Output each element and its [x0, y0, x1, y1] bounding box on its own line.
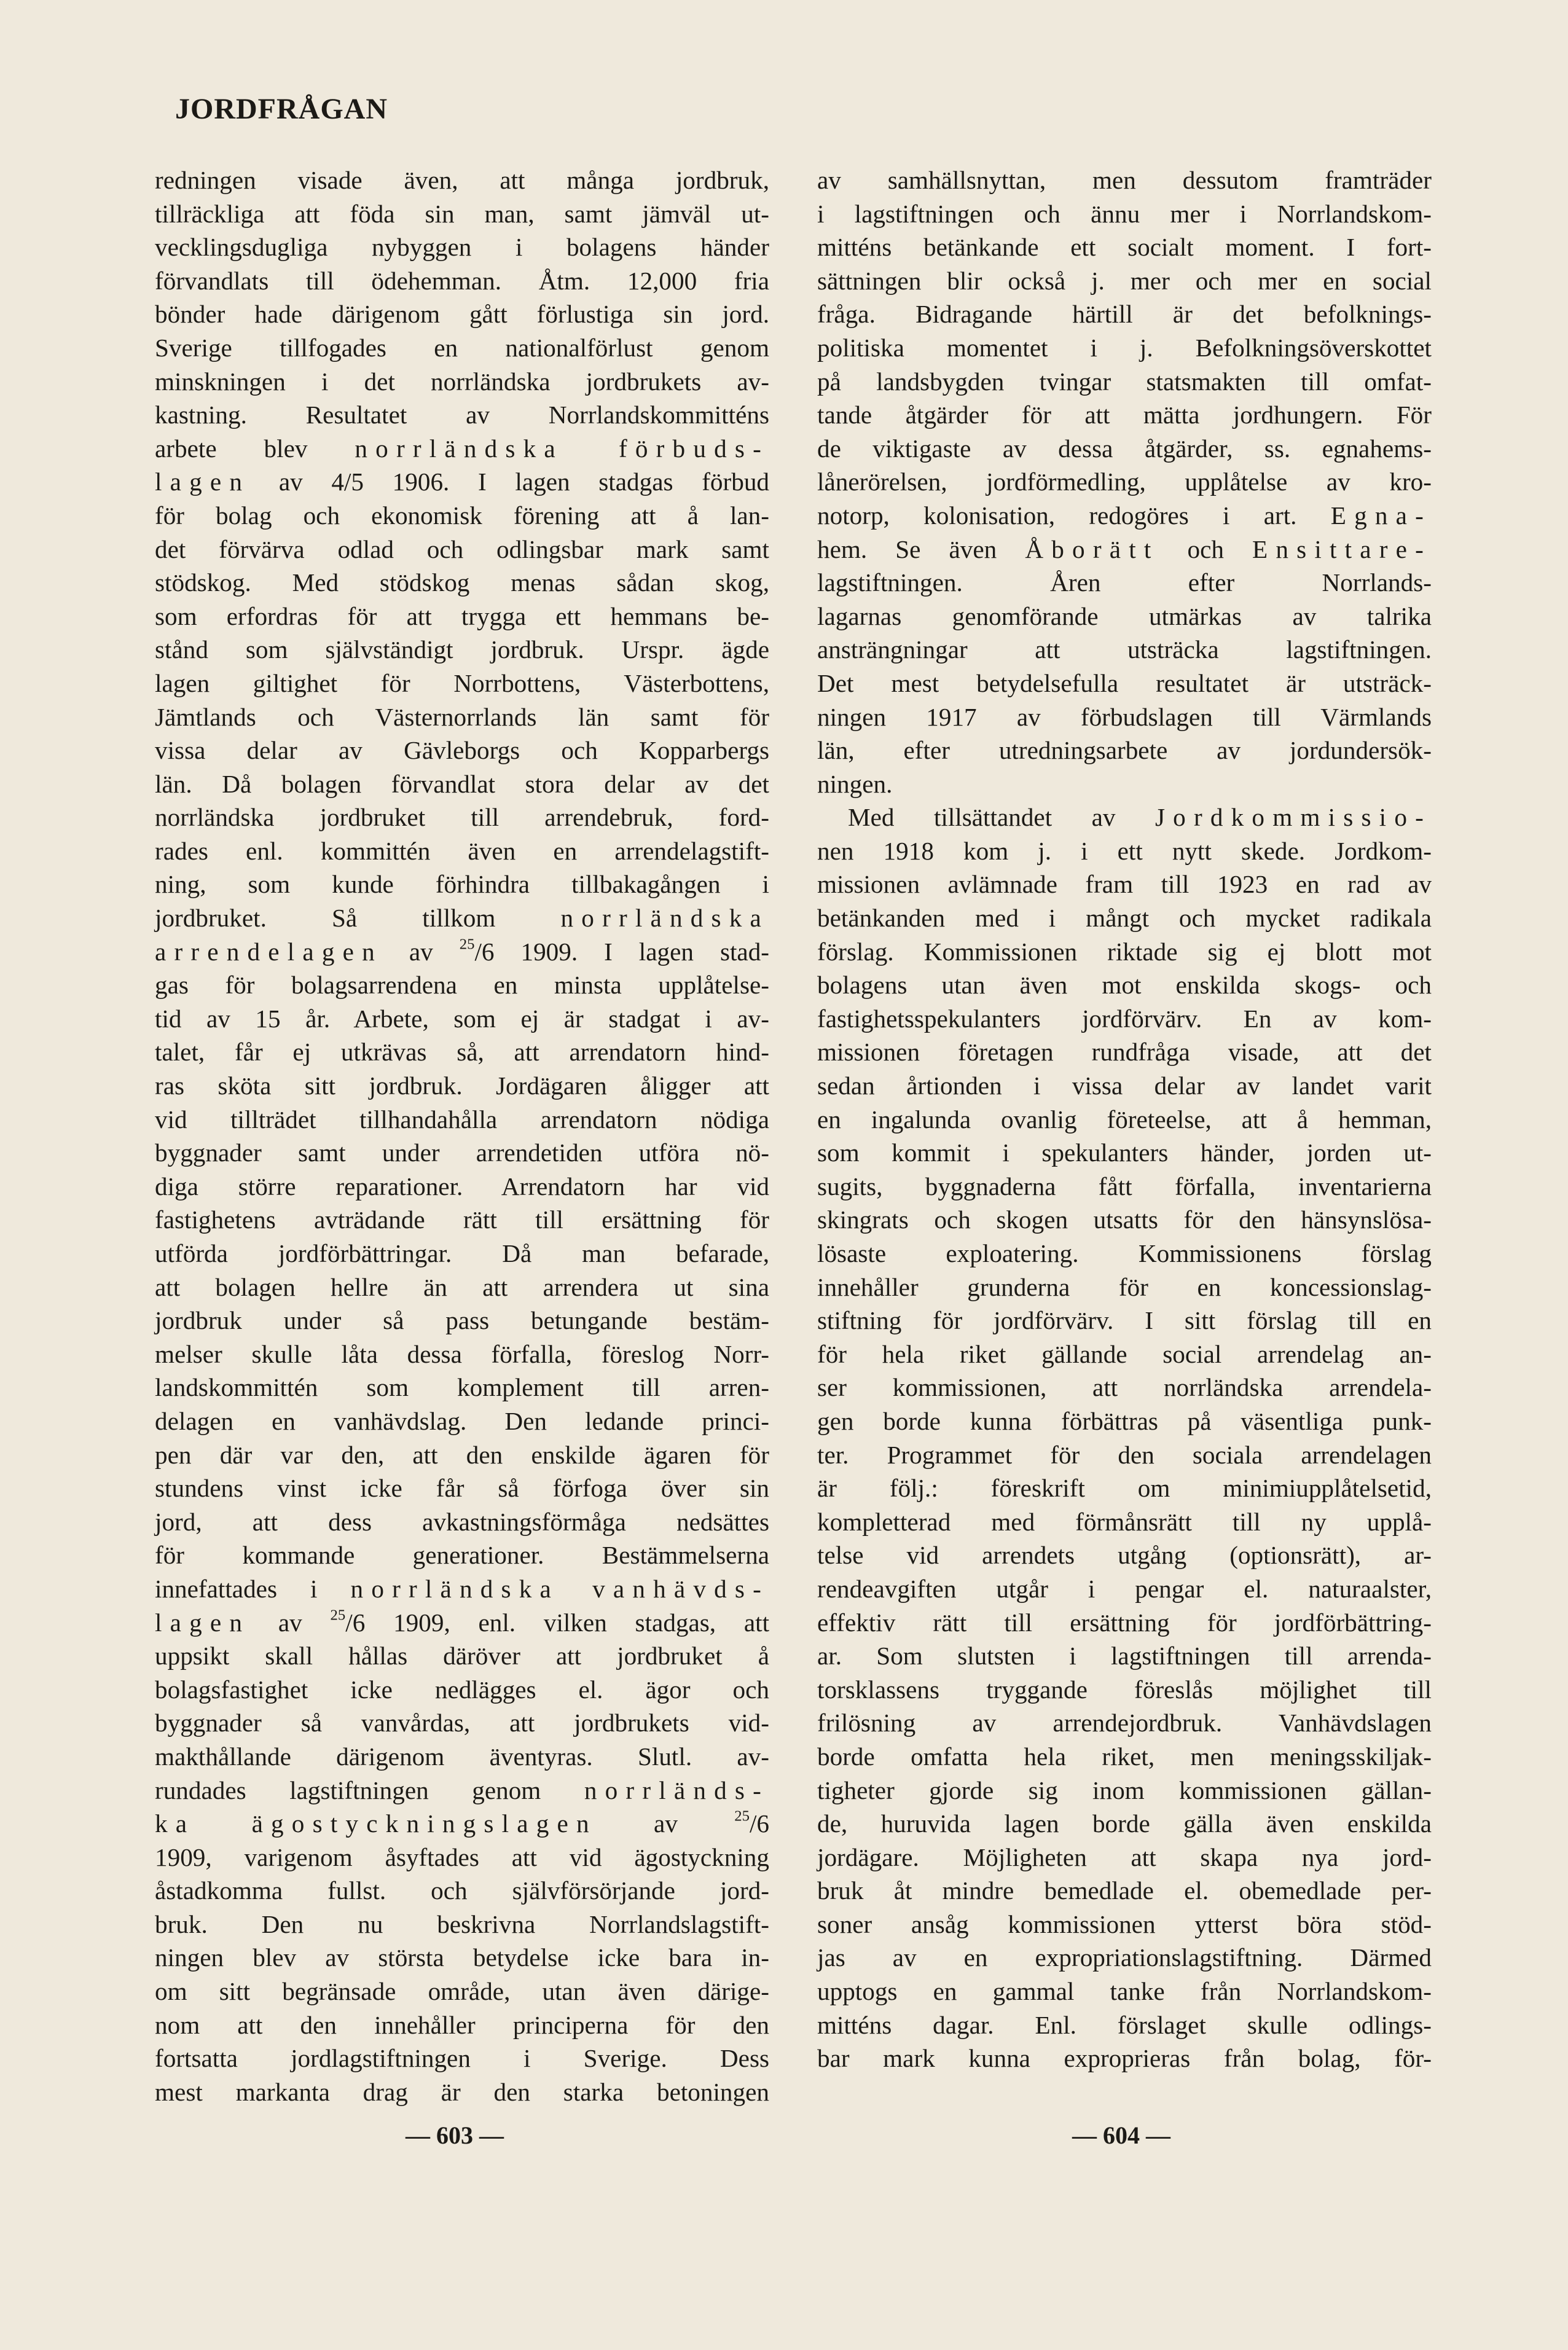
text-fragment: av — [278, 1608, 302, 1637]
text-line: jordägare. Möjligheten att skapa nya jord- — [817, 1843, 1432, 1871]
text-line: Jämtlands och Västernorrlands län samt för — [155, 702, 769, 731]
text-line: förvandlats till ödehemman. Åtm. 12,000 fria — [155, 266, 769, 295]
spaced-term: norrländs- — [584, 1776, 769, 1804]
text-line: utförda jordförbättringar. Då man befarade, — [155, 1239, 769, 1267]
text-line: landskommittén som komplement till arren- — [155, 1373, 769, 1402]
text-line: de, huruvida lagen borde gälla även enskilda — [817, 1809, 1432, 1838]
text-line: missionen avlämnade fram till 1923 en rad av — [817, 870, 1432, 899]
text-line: mest markanta drag är den starka betoningen — [155, 2077, 769, 2106]
text-line — [155, 1606, 769, 1640]
text-line: makthållande därigenom äventyras. Slutl. av- — [155, 1742, 769, 1771]
text-line: av samhällsnyttan, men dessutom framträder — [817, 166, 1432, 194]
text-line: ansträngningar att utsträcka lagstiftningen. — [817, 635, 1432, 664]
text-line: norrländska jordbruket till arrendebruk, ford- — [155, 803, 769, 832]
text-fragment: arbete blev — [155, 434, 308, 463]
text-line: som kommit i spekulanters händer, jorden ut- — [817, 1138, 1432, 1167]
text-fragment: rundades lagstiftningen genom — [155, 1776, 541, 1804]
text-line — [155, 1572, 769, 1606]
page-number-left: — 603 — — [406, 2121, 504, 2149]
running-header: JORDFRÅGAN — [175, 93, 388, 125]
text-line: nom att den innehåller principerna för den — [155, 2010, 769, 2039]
text-line: Sverige tillfogades en nationalförlust genom — [155, 333, 769, 362]
text-line: rades enl. kommittén även en arrendelagstift- — [155, 836, 769, 865]
text-line: effektiv rätt till ersättning för jordförbättring- — [817, 1608, 1432, 1637]
text-line: stödskog. Med stödskog menas sådan skog, — [155, 568, 769, 597]
spaced-term: norrländska förbuds- — [355, 434, 769, 463]
text-line: sättningen blir också j. mer och mer en social — [817, 266, 1432, 295]
text-line: bolagens utan även mot enskilda skogs- och — [817, 971, 1432, 1000]
text-line: det förvärva odlad och odlingsbar mark samt — [155, 535, 769, 563]
spaced-term: Jordkommissio- — [1154, 803, 1432, 832]
text-line: stundens vinst icke får så förfoga över sin — [155, 1474, 769, 1503]
text-line: torsklassens tryggande föreslås möjlighet till — [817, 1675, 1432, 1704]
text-line: ar. Som slutsten i lagstiftningen till arrenda- — [817, 1642, 1432, 1670]
text-line: tid av 15 år. Arbete, som ej är stadgat i av- — [155, 1004, 769, 1033]
text-line — [155, 935, 769, 969]
text-line: på landsbygden tvingar statsmakten till omfat- — [817, 367, 1432, 396]
text-line: ter. Programmet för den sociala arrendelagen — [817, 1440, 1432, 1469]
text-line: ningen blev av största betydelse icke bara in- — [155, 1943, 769, 1972]
text-line: ningen. — [817, 769, 893, 798]
text-line: lagstiftningen. Åren efter Norrlands- — [817, 568, 1432, 597]
text-line: lånerörelsen, jordförmedling, upplåtelse av kro- — [817, 468, 1432, 496]
text-fragment: 4/5 1906. I lagen stadgas förbud — [331, 468, 770, 496]
spaced-term: lagen — [155, 1608, 251, 1637]
text-fragment: hem. Se även — [817, 535, 997, 563]
text-line: Det mest betydelsefulla resultatet är utsträck- — [817, 668, 1432, 697]
text-line — [817, 533, 1432, 566]
spaced-term: lagen — [155, 468, 251, 496]
text-line: en ingalunda ovanlig företeelse, att å hemman, — [817, 1105, 1432, 1134]
text-line: pen där var den, att den enskilde ägaren för — [155, 1440, 769, 1469]
text-line: vissa delar av Gävleborgs och Kopparbergs — [155, 736, 769, 765]
text-line: fortsatta jordlagstiftningen i Sverige. Dess — [155, 2044, 769, 2073]
text-line: som erfordras för att trygga ett hemmans be- — [155, 601, 769, 630]
text-line: uppsikt skall hållas däröver att jordbruket å — [155, 1642, 769, 1670]
text-line: delagen en vanhävdslag. Den ledande princi- — [155, 1406, 769, 1435]
text-line: ras sköta sitt jordbruk. Jordägaren åligger att — [155, 1071, 769, 1100]
text-line: ningen 1917 av förbudslagen till Värmlands — [817, 702, 1432, 731]
text-line: talet, får ej utkrävas så, att arrendatorn hind- — [155, 1038, 769, 1067]
spaced-term: arrendelagen — [155, 937, 383, 966]
text-line: upptogs en gammal tanke från Norrlandskom- — [817, 1977, 1432, 2006]
text-line: för hela riket gällande social arrendelag an- — [817, 1339, 1432, 1368]
text-fragment: 1909, enl. vilken stadgas, att — [393, 1608, 770, 1637]
text-line: politiska momentet i j. Befolkningsöverskottet — [817, 333, 1432, 362]
text-line: jord, att dess avkastningsförmåga nedsättes — [155, 1507, 769, 1536]
text-line: borde omfatta hela riket, men meningsskiljak- — [817, 1742, 1432, 1771]
text-line: soner ansåg kommissionen ytterst böra stöd- — [817, 1909, 1432, 1938]
page-number-right: — 604 — — [1072, 2121, 1170, 2149]
text-fragment: /6 — [345, 1608, 366, 1637]
text-line: de viktigaste av dessa åtgärder, ss. egnahems- — [817, 434, 1432, 463]
text-line: stånd som självständigt jordbruk. Urspr. ägde — [155, 635, 769, 664]
spaced-term: Egna- — [1330, 501, 1432, 530]
text-fragment: Med tillsättandet av — [848, 803, 1116, 832]
text-fragment: av — [654, 1809, 678, 1838]
text-line: minskningen i det norrländska jordbrukets av- — [155, 367, 769, 396]
text-line: bönder hade därigenom gått förlustiga sin jord. — [155, 300, 769, 329]
spaced-term: norrländska — [350, 1574, 560, 1603]
text-line: mitténs betänkande ett socialt moment. I fort- — [817, 233, 1432, 262]
text-line: tande åtgärder för att mätta jordhungern. För — [817, 401, 1432, 429]
spaced-term: Åborätt — [1025, 535, 1159, 563]
text-line: frilösning av arrendejordbruk. Vanhävdslagen — [817, 1709, 1432, 1737]
text-line: jas av en expropriationslagstiftning. Därmed — [817, 1943, 1432, 1972]
text-line: bolagsfastighet icke nedlägges el. ägor och — [155, 1675, 769, 1704]
text-line: kastning. Resultatet av Norrlandskommitténs — [155, 401, 769, 429]
spaced-term: norrländska — [560, 904, 769, 933]
text-line: vid tillträdet tillhandahålla arrendatorn nödiga — [155, 1105, 769, 1134]
text-line: lagarnas genomförande utmärkas av talrika — [817, 601, 1432, 630]
text-line — [817, 801, 1432, 834]
text-line: om sitt begränsade område, utan även därige- — [155, 1977, 769, 2006]
text-line: i lagstiftningen och ännu mer i Norrlandskom- — [817, 199, 1432, 228]
superscript: 25 — [734, 1808, 750, 1825]
text-line — [155, 1774, 769, 1808]
text-line: skingrats och skogen utsatts för den hänsynslösa- — [817, 1205, 1432, 1234]
text-line — [155, 901, 769, 935]
text-line: tigheter gjorde sig inom kommissionen gällan- — [817, 1776, 1432, 1804]
text-line: missionen företagen rundfråga visade, att det — [817, 1038, 1432, 1067]
text-line: förslag. Kommissionen riktade sig ej blott mot — [817, 937, 1432, 966]
text-line: byggnader samt under arrendetiden utföra nö- — [155, 1138, 769, 1167]
text-line: lösaste exploatering. Kommissionens förslag — [817, 1239, 1432, 1267]
text-line: sugits, byggnaderna fått förfalla, inventarierna — [817, 1172, 1432, 1200]
text-line: melser skulle låta dessa förfalla, föreslog Norr- — [155, 1339, 769, 1368]
spaced-term: vanhävds- — [592, 1574, 770, 1603]
text-line: mitténs dagar. Enl. förslaget skulle odlings- — [817, 2010, 1432, 2039]
text-fragment: 1909. I lagen stad- — [520, 937, 770, 966]
text-line — [155, 432, 769, 466]
text-line: fråga. Bidragande härtill är det befolknings- — [817, 300, 1432, 329]
text-fragment: /6 — [749, 1809, 769, 1838]
text-line: län. Då bolagen förvandlat stora delar av det — [155, 769, 769, 798]
text-line: rendeavgiften utgår i pengar el. naturaalster, — [817, 1574, 1432, 1603]
superscript: 25 — [459, 936, 475, 953]
text-line: för kommande generationer. Bestämmelserna — [155, 1541, 769, 1570]
text-fragment: jordbruket. Så tillkom — [155, 904, 496, 933]
text-line: bruk. Den nu beskrivna Norrlandslagstift- — [155, 1909, 769, 1938]
text-fragment: och — [1187, 535, 1224, 563]
text-line: byggnader så vanvårdas, att jordbrukets vid- — [155, 1709, 769, 1737]
text-line: jordbruk under så pass betungande bestäm- — [155, 1306, 769, 1335]
text-line: län, efter utredningsarbete av jordundersök- — [817, 736, 1432, 765]
superscript: 25 — [330, 1607, 346, 1623]
text-line: nen 1918 kom j. i ett nytt skede. Jordkom- — [817, 836, 1432, 865]
text-line: bar mark kunna exproprieras från bolag, för- — [817, 2044, 1432, 2073]
text-line: diga större reparationer. Arrendatorn har vid — [155, 1172, 769, 1200]
text-fragment: av — [409, 937, 433, 966]
text-line: åstadkomma fullst. och självförsörjande jord- — [155, 1876, 769, 1905]
text-line — [817, 499, 1432, 533]
text-line — [155, 1807, 769, 1841]
text-line: gen borde kunna förbättras på väsentliga punk- — [817, 1406, 1432, 1435]
text-line: är följ.: föreskrift om minimiupplåtelsetid, — [817, 1474, 1432, 1503]
text-line: fastighetsspekulanters jordförvärv. En av kom- — [817, 1004, 1432, 1033]
right-column — [817, 163, 1432, 2075]
spaced-term: Ensittare- — [1252, 535, 1432, 563]
text-fragment: av — [278, 468, 303, 496]
text-line: vecklingsdugliga nybyggen i bolagens händer — [155, 233, 769, 262]
text-line: 1909, varigenom åsyftades att vid ägostyckning — [155, 1843, 769, 1871]
text-fragment: /6 — [474, 937, 495, 966]
text-line — [155, 465, 769, 499]
text-line: bruk åt mindre bemedlade el. obemedlade per- — [817, 1876, 1432, 1905]
text-line: ser kommissionen, att norrländska arrendela- — [817, 1373, 1432, 1402]
text-line: ning, som kunde förhindra tillbakagången i — [155, 870, 769, 899]
text-fragment: notorp, kolonisation, redogöres i art. — [817, 501, 1297, 530]
text-line: kompletterad med förmånsrätt till ny upplå- — [817, 1507, 1432, 1536]
text-line: redningen visade även, att många jordbruk, — [155, 166, 769, 194]
text-line: tillräckliga att föda sin man, samt jämväl ut- — [155, 199, 769, 228]
spaced-term: ägostyckningslagen — [251, 1809, 597, 1838]
text-line: stiftning för jordförvärv. I sitt förslag till en — [817, 1306, 1432, 1335]
text-fragment: innefattades i — [155, 1574, 318, 1603]
text-line: innehåller grunderna för en koncessionslag- — [817, 1272, 1432, 1301]
text-line: för bolag och ekonomisk förening att å lan- — [155, 501, 769, 530]
left-column — [155, 163, 769, 2109]
text-line: gas för bolagsarrendena en minsta upplåtelse- — [155, 971, 769, 1000]
text-line: telse vid arrendets utgång (optionsrätt), ar- — [817, 1541, 1432, 1570]
text-line: sedan årtionden i vissa delar av landet varit — [817, 1071, 1432, 1100]
text-line: lagen giltighet för Norrbottens, Västerbottens, — [155, 668, 769, 697]
text-line: betänkanden med i mångt och mycket radikala — [817, 904, 1432, 933]
text-line: fastighetens avträdande rätt till ersättning för — [155, 1205, 769, 1234]
text-line: att bolagen hellre än att arrendera ut sina — [155, 1272, 769, 1301]
spaced-term: ka — [155, 1809, 195, 1838]
